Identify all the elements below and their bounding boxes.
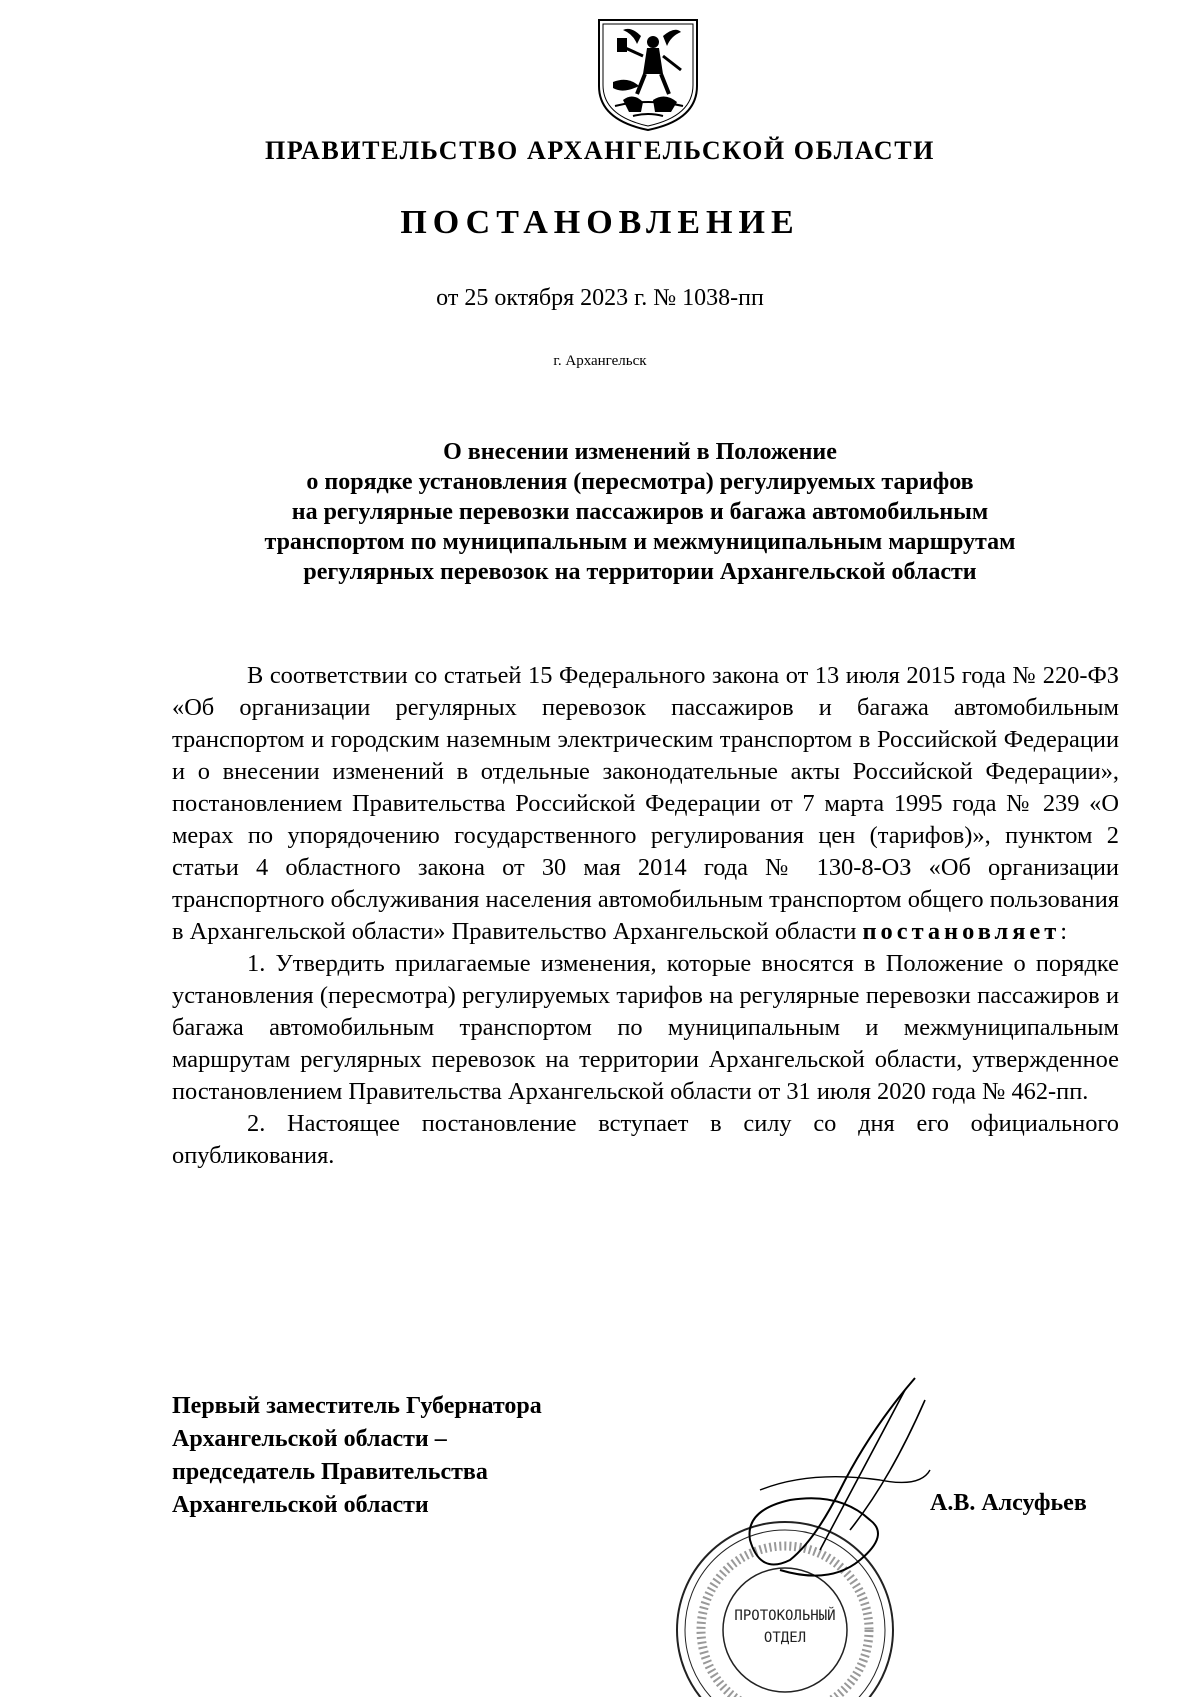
title-line: О внесении изменений в Положение — [443, 439, 837, 465]
item-2-paragraph: 2. Настоящее постановление вступает в силу со дня его официального опубликования. — [172, 1110, 1119, 1169]
document-title — [160, 437, 1120, 587]
title-line: о порядке установления (пересмотра) регулируемых тарифов — [306, 469, 974, 495]
stamp-text-1: ПРОТОКОЛЬНЫЙ — [734, 1608, 836, 1624]
document-type: ПОСТАНОВЛЕНИЕ — [400, 204, 800, 241]
item-1-paragraph: 1. Утвердить прилагаемые изменения, которые вносятся в Положение о порядке установления (пересмотра) регулируемых тарифов на регулярные перевозки пассажиров и багажа автомобильным транспортом по муниципальным и межмуниципальным маршрутам регулярных перевозок на территории Архангельской области, утвержденное постановлением Правительства Архангельской области от 31 июля 2020 года № 462-пп. — [172, 950, 1119, 1105]
city: г. Архангельск — [553, 353, 647, 369]
preamble-paragraph — [172, 660, 1119, 948]
preamble-text: В соответствии со статьей 15 Федерального закона от 13 июля 2015 года № 220-ФЗ «Об организации регулярных перевозок пассажиров и багажа автомобильным транспортом и городским наземным электрическим транспортом в Российской Федерации и о внесении изменений в отдельные законодательные акты Российской Федерации», постановлением Правительства Российской Федерации от 7 марта 1995 года № 239 «О мерах по упорядочению государственного регулирования цен (тарифов)», пунктом 2 статьи 4 областного закона от 30 мая 2014 года № 130-8-ОЗ «Об организации транспортного обслуживания населения автомобильным транспортом общего пользования в Архангельской области» Правительство Архангельской области — [172, 662, 1119, 945]
stamp-text-2: ОТДЕЛ — [763, 1630, 807, 1646]
signatory-position — [172, 1390, 542, 1522]
position-line: Первый заместитель Губернатора — [172, 1393, 542, 1419]
position-line: Архангельской области – — [172, 1426, 447, 1452]
title-line: на регулярные перевозки пассажиров и багажа автомобильным — [291, 499, 989, 525]
position-line: председатель Правительства — [172, 1459, 488, 1485]
position-line: Архангельской области — [172, 1492, 429, 1518]
coat-of-arms-icon — [593, 16, 703, 134]
government-name: ПРАВИТЕЛЬСТВО АРХАНГЕЛЬСКОЙ ОБЛАСТИ — [265, 136, 935, 165]
signer-name: А.В. Алсуфьев — [930, 1490, 1087, 1516]
resolves-colon: : — [1060, 918, 1068, 945]
document-body — [172, 660, 1119, 1172]
handwritten-signature — [720, 1370, 950, 1590]
date-number: от 25 октября 2023 г. № 1038-пп — [436, 285, 764, 311]
title-line: регулярных перевозок на территории Архангельской области — [303, 559, 977, 585]
title-line: транспортом по муниципальным и межмуниципальным маршрутам — [264, 529, 1016, 555]
resolves-word: постановляет — [862, 918, 1061, 945]
